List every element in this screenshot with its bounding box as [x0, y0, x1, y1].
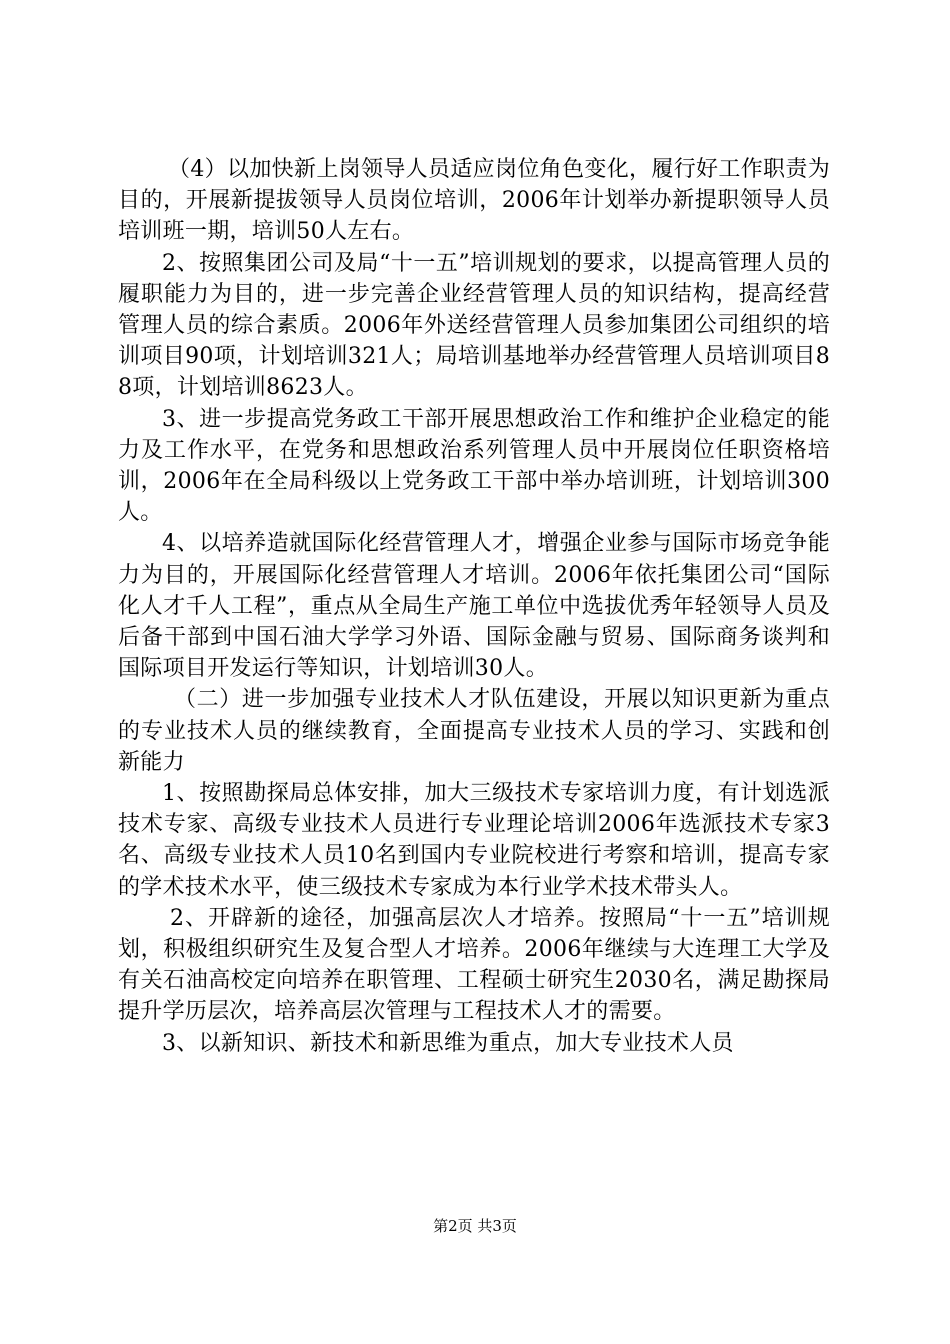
document-body	[118, 154, 830, 1059]
paragraph-graduate-training: 2、开辟新的途径，加强高层次人才培养。按照局“十一五”培训规划，积极组织研究生及复合型人才培养。2006年继续与大连理工大学及有关石油高校定向培养在职管理、工程硕士研究生2030名，满足勘探局提升学历层次，培养高层次管理与工程技术人才的需要。	[118, 905, 830, 1025]
paragraph-new-knowledge: 3、以新知识、新技术和新思维为重点，加大专业技术人员	[162, 1030, 734, 1056]
paragraph-expert-training: 1、按照勘探局总体安排，加大三级技术专家培训力度，有计划选派技术专家、高级专业技术人员进行专业理论培训2006年选派技术专家3名、高级专业技术人员10名到国内专业院校进行考察和培训，提高专家的学术技术水平，使三级技术专家成为本行业学术技术带头人。	[118, 781, 830, 900]
page-number-footer: 第2页 共3页	[433, 1217, 517, 1235]
paragraph-international-training: 4、以培养造就国际化经营管理人才，增强企业参与国际市场竞争能力为目的，开展国际化经营管理人才培训。2006年依托集团公司“国际化人才千人工程”，重点从全局生产施工单位中选拔优秀年轻领导人员及后备干部到中国石油大学学习外语、国际金融与贸易、国际商务谈判和国际项目开发运行等知识，计划培训30人。	[118, 531, 830, 682]
paragraph-management-training: 2、按照集团公司及局“十一五”培训规划的要求，以提高管理人员的履职能力为目的，进一步完善企业经营管理人员的知识结构，提高经营管理人员的综合素质。2006年外送经营管理人员参加集团公司组织的培训项目90项，计划培训321人；局培训基地举办经营管理人员培训项目88项，计划培训8623人。	[118, 250, 830, 401]
paragraph-leadership-training: （4）以加快新上岗领导人员适应岗位角色变化，履行好工作职责为目的，开展新提拔领导人员岗位培训，2006年计划举办新提职领导人员培训班一期，培训50人左右。	[118, 157, 830, 245]
section-heading-technical-talent: （二）进一步加强专业技术人才队伍建设，开展以知识更新为重点的专业技术人员的继续教育，全面提高专业技术人员的学习、实践和创新能力	[118, 687, 830, 775]
paragraph-party-cadre-training: 3、进一步提高党务政工干部开展思想政治工作和维护企业稳定的能力及工作水平，在党务和思想政治系列管理人员中开展岗位任职资格培训，2006年在全局科级以上党务政工干部中举办培训班，计划培训300人。	[118, 406, 830, 526]
